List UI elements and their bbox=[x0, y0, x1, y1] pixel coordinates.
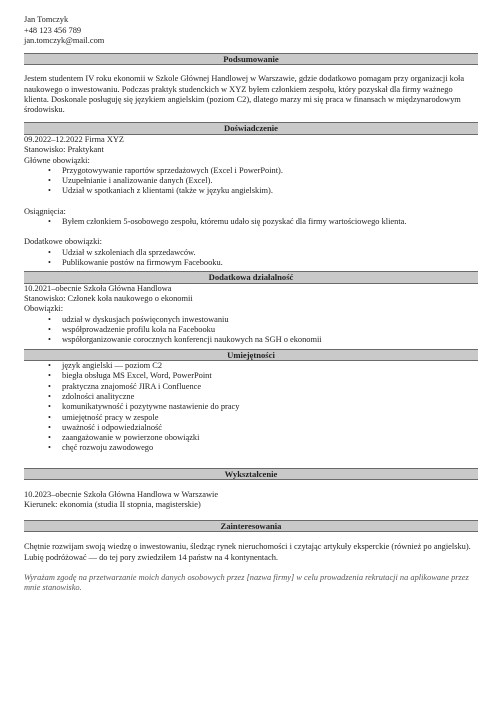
list-item: • Udział w szkoleniach dla sprzedawców. bbox=[62, 248, 478, 258]
list-item: • Udział w spotkaniach z klientami (także w języku angielskim). bbox=[62, 186, 478, 196]
list-item: • współprowadzenie profilu koła na Facebooku bbox=[62, 325, 478, 335]
experience-extra-list bbox=[24, 248, 478, 269]
activity-duties-list bbox=[24, 315, 478, 346]
list-item: • Byłem członkiem 5-osobowego zespołu, któremu udało się pozyskać dla firmy wartościowego klienta. bbox=[62, 217, 478, 227]
list-item: • umiejętność pracy w zespole bbox=[62, 413, 478, 423]
summary-text: Jestem studentem IV roku ekonomii w Szkole Głównej Handlowej w Warszawie, gdzie dodatkowo pomagam przy organizacji koła naukowego o inwestowaniu. Podczas praktyk studenckich w XYZ byłem członkiem zespołu, który pozyskał dla firmy ważnego klienta. Doskonale posługuję się językiem angielskim (poziom C2), dlatego marzy mi się praca w finansach w międzynarodowym środowisku. bbox=[24, 74, 465, 115]
experience-duties-list bbox=[24, 166, 478, 197]
activity-period-org: 10.2021–obecnie Szkoła Główna Handlowa bbox=[24, 283, 172, 293]
list-item: • zaangażowanie w powierzone obowiązki bbox=[62, 433, 478, 443]
list-item: • Przygotowywanie raportów sprzedażowych (Excel i PowerPoint). bbox=[62, 166, 478, 176]
summary-heading: Podsumowanie bbox=[24, 53, 478, 66]
list-item: • współorganizowanie corocznych konferencji naukowych na SGH o ekonomii bbox=[62, 335, 478, 345]
list-item: • praktyczna znajomość JIRA i Confluence bbox=[62, 382, 478, 392]
education-period-school: 10.2023–obecnie Szkoła Główna Handlowa w Warszawie bbox=[24, 490, 219, 500]
contact-phone: +48 123 456 789 bbox=[24, 25, 82, 35]
experience-duties-label: Główne obowiązki: bbox=[24, 155, 90, 165]
list-item: • chęć rozwoju zawodowego bbox=[62, 443, 478, 453]
contact-block bbox=[24, 15, 478, 47]
contact-email: jan.tomczyk@mail.com bbox=[24, 36, 105, 46]
list-item: • udział w dyskusjach poświęconych inwestowaniu bbox=[62, 315, 478, 325]
contact-name: Jan Tomczyk bbox=[24, 15, 69, 24]
interests-text: Chętnie rozwijam swoją wiedzę o inwestowaniu, śledząc rynek nieruchomości i czytając artykuły eksperckie (również po angielsku). Lubię podróżować — do tej pory zwiedziłem 14 państw na 4 kontynentach. bbox=[24, 542, 471, 562]
cv-page bbox=[24, 15, 478, 593]
experience-extra-label: Dodatkowe obowiązki: bbox=[24, 237, 102, 247]
education-heading: Wykształcenie bbox=[24, 468, 478, 481]
list-item: • zdolności analityczne bbox=[62, 392, 478, 402]
interests-heading: Zainteresowania bbox=[24, 520, 478, 533]
activity-position: Stanowisko: Członek koła naukowego o ekonomii bbox=[24, 294, 193, 304]
activity-duties-label: Obowiązki: bbox=[24, 304, 64, 314]
experience-position: Stanowisko: Praktykant bbox=[24, 145, 104, 155]
list-item: • biegła obsługa MS Excel, Word, PowerPoint bbox=[62, 371, 478, 381]
activity-heading: Dodatkowa działalność bbox=[24, 271, 478, 284]
list-item: • komunikatywność i pozytywne nastawienie do pracy bbox=[62, 402, 478, 412]
list-item: • język angielski — poziom C2 bbox=[62, 361, 478, 371]
experience-achievements-list bbox=[24, 217, 478, 227]
list-item: • uważność i odpowiedzialność bbox=[62, 423, 478, 433]
gdpr-consent: Wyrażam zgodę na przetwarzanie moich danych osobowych przez [nazwa firmy] w celu prowadzenia rekrutacji na aplikowane przez mnie stanowisko. bbox=[24, 572, 469, 593]
experience-period-company: 09.2022–12.2022 Firma XYZ bbox=[24, 134, 125, 144]
list-item: • Uzupełnianie i analizowanie danych (Excel). bbox=[62, 176, 478, 186]
experience-achievements-label: Osiągnięcia: bbox=[24, 206, 66, 216]
experience-heading: Doświadczenie bbox=[24, 122, 478, 135]
skills-heading: Umiejętności bbox=[24, 349, 478, 362]
list-item: • Publikowanie postów na firmowym Facebooku. bbox=[62, 258, 478, 268]
skills-list bbox=[24, 361, 478, 454]
education-field: Kierunek: ekonomia (studia II stopnia, magisterskie) bbox=[24, 500, 201, 510]
